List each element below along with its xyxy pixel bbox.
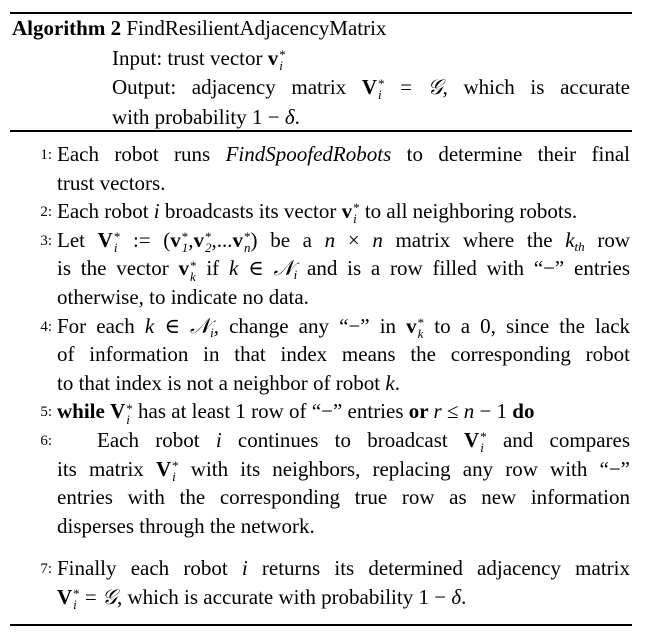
- text-run: =: [384, 75, 428, 99]
- text-run: ∈: [154, 313, 190, 338]
- vector-symbol: V: [97, 227, 113, 252]
- subscript: k: [190, 268, 196, 284]
- subscript: k: [417, 325, 424, 341]
- math-text: k: [565, 227, 575, 252]
- step-line: [57, 397, 630, 426]
- text-run: otherwise, to indicate no data.: [57, 284, 309, 309]
- algorithm-label: Algorithm 2: [12, 16, 122, 40]
- algorithm-step: [10, 397, 632, 426]
- math-vector: [156, 455, 179, 484]
- subscript: i: [113, 239, 118, 255]
- text-run: − 1: [474, 399, 513, 424]
- math-text: k: [144, 313, 155, 338]
- text-run: trust vectors.: [57, 170, 166, 195]
- step-line: [57, 283, 630, 312]
- step-line: [57, 254, 630, 283]
- text-run: disperses through the network.: [57, 513, 315, 538]
- text-run: Let: [57, 227, 98, 252]
- math-text: δ: [284, 104, 295, 129]
- text-run: while: [57, 399, 111, 424]
- text-run: ≤: [441, 399, 464, 424]
- algorithm-step: [10, 140, 632, 197]
- math-text: 𝒩: [273, 256, 294, 281]
- text-run: Input: trust vector: [112, 45, 268, 70]
- math-text: k: [228, 256, 239, 281]
- text-run: is the vector: [57, 256, 179, 281]
- subscript: 1: [181, 239, 189, 255]
- vector-symbol: v: [267, 45, 279, 70]
- vector-symbol: v: [406, 313, 417, 338]
- text-run: , change any “−” in: [213, 313, 407, 338]
- subscript: i: [279, 57, 283, 73]
- math-text: δ: [451, 584, 462, 609]
- math-vector: [194, 226, 212, 255]
- math-text: k: [385, 370, 395, 395]
- algorithm-output-line: [12, 73, 630, 103]
- superscript: *: [205, 228, 212, 244]
- math-text: i: [210, 324, 214, 340]
- step-line: [57, 455, 630, 484]
- text-run: if: [196, 256, 229, 281]
- step-number: 7:: [40, 561, 52, 578]
- bottom-rule: [10, 624, 632, 626]
- superscript: *: [172, 457, 179, 473]
- text-run: to a 0, since the lack: [424, 313, 631, 338]
- vector-symbol: V: [361, 75, 378, 99]
- text-run: broadcasts its vector: [159, 199, 342, 224]
- math-text: i: [153, 199, 160, 224]
- math-text: th: [574, 238, 585, 254]
- algorithm-step: [10, 197, 632, 226]
- text-run: Output: adjacency matrix: [112, 75, 362, 99]
- text-run: ) be a: [250, 227, 325, 252]
- step-number: 2:: [40, 204, 52, 221]
- algorithm-step: [10, 312, 632, 398]
- subscript: i: [378, 87, 382, 103]
- algorithm-caption: [12, 14, 632, 44]
- math-vector: [268, 44, 286, 74]
- superscript: *: [181, 228, 189, 244]
- math-text: 𝒢: [427, 75, 443, 99]
- algorithm-steps: [10, 140, 632, 612]
- vector-symbol: v: [232, 227, 244, 252]
- text-run: continues to broadcast: [221, 427, 465, 452]
- text-run: to determine their final: [391, 142, 631, 166]
- text-run: has at least 1 row of “−” entries: [132, 399, 409, 424]
- text-run: Finally each robot: [57, 556, 242, 581]
- text-run: of information in that index means the corresponding robot: [57, 342, 630, 367]
- text-run: Each robot: [97, 427, 216, 452]
- algorithm-title: FindResilientAdjacencyMatrix: [126, 16, 387, 40]
- step-number: 4:: [40, 318, 52, 335]
- math-text: i: [293, 267, 298, 283]
- step-line: [57, 340, 630, 369]
- vector-symbol: V: [155, 456, 172, 481]
- math-text: 𝒩: [189, 313, 211, 338]
- subscript: i: [73, 597, 77, 613]
- math-vector: [110, 397, 133, 426]
- math-text: 𝒢: [102, 584, 117, 609]
- text-run: .: [461, 584, 467, 609]
- math-text: r: [433, 399, 442, 424]
- step-line: [57, 369, 630, 398]
- subscript: n: [244, 239, 251, 255]
- text-run: returns its determined adjacency matrix: [247, 556, 631, 581]
- text-run: =: [79, 584, 103, 609]
- text-run: For each: [57, 313, 145, 338]
- text-run: and is a row filled with “−” entries: [297, 256, 631, 281]
- text-run: ×: [335, 227, 373, 252]
- text-run: with probability 1 −: [112, 104, 285, 129]
- text-run: matrix where the: [382, 227, 566, 252]
- math-vector: [170, 226, 188, 255]
- step-line: [57, 483, 630, 512]
- superscript: *: [190, 257, 197, 273]
- step-number: 3:: [40, 232, 52, 249]
- vector-symbol: V: [57, 584, 73, 609]
- math-vector: [342, 197, 360, 226]
- text-run: := (: [120, 227, 171, 252]
- subscript: i: [353, 211, 357, 227]
- step-line: [57, 312, 630, 341]
- math-vector: [179, 254, 197, 283]
- algorithm-step: [10, 554, 632, 611]
- subscript: i: [480, 440, 484, 456]
- step-line: [57, 197, 630, 226]
- subscript: 2: [205, 239, 212, 255]
- subscript: i: [126, 411, 130, 427]
- math-text: n: [324, 227, 336, 252]
- text-run: .: [394, 370, 400, 395]
- algorithm-output-line: [12, 103, 632, 133]
- math-vector: [57, 583, 80, 612]
- text-run: Each robot: [57, 199, 154, 224]
- math-vector: [464, 426, 487, 455]
- step-line: [57, 554, 630, 583]
- step-line: [57, 226, 630, 255]
- algorithm-step: [10, 226, 632, 312]
- superscript: *: [480, 429, 487, 445]
- superscript: *: [126, 400, 133, 416]
- text-run: , which is accurate with probability 1 −: [116, 584, 452, 609]
- vector-symbol: V: [464, 427, 480, 452]
- step-number: 6:: [40, 432, 52, 449]
- math-text: i: [215, 427, 222, 452]
- text-run: ,: [188, 227, 194, 252]
- text-run: with its neighbors, replacing any row with “−”: [178, 456, 630, 481]
- math-vector: [406, 312, 424, 341]
- text-run: to that index is not a neighbor of robot: [57, 370, 386, 395]
- step-line: [57, 169, 630, 198]
- algorithm-step: [10, 426, 632, 540]
- superscript: *: [353, 200, 360, 216]
- math-vector: [98, 226, 121, 255]
- text-run: .: [294, 104, 300, 129]
- text-run: row: [584, 227, 630, 252]
- text-run: FindSpoofedRobots: [225, 142, 392, 166]
- vector-symbol: v: [170, 227, 181, 252]
- math-text: i: [241, 556, 248, 581]
- text-run: its matrix: [57, 456, 156, 481]
- algorithm-input: [12, 44, 632, 74]
- step-line: [57, 426, 630, 455]
- text-run: ∈: [238, 256, 274, 281]
- step-number: 5:: [40, 404, 52, 421]
- text-run: or: [408, 399, 434, 424]
- text-run: , which is accurate: [442, 75, 631, 99]
- header-rule: [10, 130, 632, 132]
- math-vector: [362, 73, 385, 103]
- text-run: do: [512, 399, 535, 424]
- vector-symbol: v: [341, 199, 353, 224]
- superscript: *: [417, 314, 425, 330]
- superscript: *: [73, 586, 80, 602]
- text-run: and compares: [486, 427, 630, 452]
- superscript: *: [244, 228, 251, 244]
- text-run: ,...: [211, 227, 233, 252]
- text-run: entries with the corresponding true row as new information: [57, 485, 630, 510]
- vector-symbol: v: [178, 256, 190, 281]
- step-line: [57, 583, 630, 612]
- algorithm-header: [12, 14, 632, 132]
- step-line: [57, 512, 630, 541]
- step-number: 1:: [40, 147, 52, 163]
- text-run: to all neighboring robots.: [359, 199, 578, 224]
- math-text: n: [463, 399, 475, 424]
- math-vector: [233, 226, 251, 255]
- subscript: i: [172, 468, 176, 484]
- superscript: *: [113, 228, 121, 244]
- vector-symbol: V: [110, 399, 126, 424]
- superscript: *: [378, 76, 385, 92]
- text-run: Each robot runs: [57, 142, 226, 166]
- math-text: n: [372, 227, 383, 252]
- step-line: [57, 140, 630, 169]
- vector-symbol: v: [193, 227, 205, 252]
- superscript: *: [279, 46, 286, 62]
